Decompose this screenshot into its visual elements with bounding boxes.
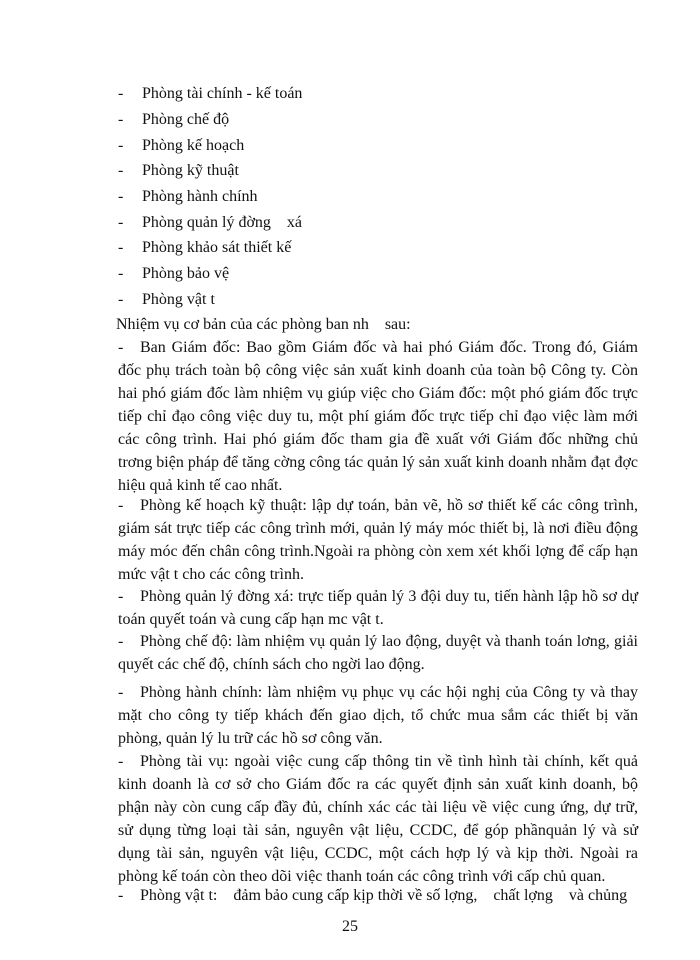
bullet-dash: - (118, 633, 124, 650)
paragraph-quan-ly-duong-xa (118, 585, 638, 631)
bullet-dash: - (118, 887, 124, 904)
paragraph-text: Phòng hành chính: làm nhiệm vụ phục vụ các hội nghị của Công ty và thay mặt cho công ty tiếp khách đến giao dịch, tổ chức mua sắm các thiết bị văn phòng, quản lý lu trữ các hồ sơ công văn. (118, 684, 638, 747)
paragraph-che-do (118, 630, 638, 676)
bullet-dash: - (118, 111, 124, 128)
paragraph-text: Ban Giám đốc: Bao gồm Giám đốc và hai phó Giám đốc. Trong đó, Giám đốc phụ trách toàn bộ công việc sản xuất kinh doanh của toàn bộ Công ty. Còn hai phó giám đốc làm nhiệm vụ giúp việc cho Giám đốc: một phó giám đốc trực tiếp chỉ đạo công việc duy tu, một phí giám đốc trực tiếp chỉ đạo việc làm mới các công trình. Hai phó giám đốc tham gia đề xuất với Giám đốc những chủ trơng biện pháp để tăng cờng công tác quản lý sản xuất kinh doanh nhằm đạt đợc hiệu quả kinh tế cao nhất. (118, 339, 638, 494)
page-number: 25 (342, 918, 358, 935)
bullet-dash: - (118, 265, 124, 282)
department-item (118, 264, 229, 284)
department-label: Phòng hành chính (142, 188, 258, 205)
department-item (118, 238, 291, 258)
department-label: Phòng quản lý đờng xá (142, 214, 303, 231)
bullet-dash: - (118, 684, 124, 701)
paragraph-vat-tu (118, 884, 638, 907)
paragraph-tai-vu (118, 750, 638, 888)
department-label: Phòng khảo sát thiết kế (142, 239, 292, 256)
department-item (118, 84, 302, 104)
department-item (118, 136, 244, 156)
bullet-dash: - (118, 291, 124, 308)
bullet-dash: - (118, 85, 124, 102)
paragraph-ban-giam-doc (118, 336, 638, 497)
department-label: Phòng chế độ (142, 111, 230, 128)
bullet-dash: - (118, 137, 124, 154)
bullet-dash: - (118, 162, 124, 179)
bullet-dash: - (118, 588, 124, 605)
department-item (118, 290, 215, 310)
paragraph-text: Phòng chế độ: làm nhiệm vụ quản lý lao động, duyệt và thanh toán lơng, giải quyết các chế độ, chính sách cho ngời lao động. (118, 633, 638, 673)
paragraph-text: Phòng quản lý đờng xá: trực tiếp quản lý 3 đội duy tu, tiến hành lập hồ sơ dự toán quyết toán và cung cấp hạn mc vật t. (118, 588, 638, 628)
paragraph-text: Phòng kế hoạch kỹ thuật: lập dự toán, bản vẽ, hồ sơ thiết kế các công trình, giám sát trực tiếp các công trình mới, quản lý máy móc thiết bị, là nơi điều động máy móc đến chân công trình.Ngoài ra phòng còn xem xét khối lợng để cấp hạn mức vật t cho các công trình. (118, 497, 638, 583)
department-item (118, 161, 239, 181)
department-label: Phòng tài chính - kế toán (142, 85, 303, 102)
department-label: Phòng kỹ thuật (142, 162, 239, 179)
bullet-dash: - (118, 753, 124, 770)
paragraph-text: Phòng tài vụ: ngoài việc cung cấp thông tin về tình hình tài chính, kết quả kinh doanh là cơ sở cho Giám đốc ra các quyết định sản xuất kinh doanh, bộ phận này còn cung cấp đầy đủ, chính xác các tài liệu về việc cung ứng, dự trữ, sử dụng từng loại tài sản, nguyên vật liệu, CCDC, để góp phầnquản lý và sử dụng tài sản, nguyên vật liệu, CCDC, một cách hợp lý và kịp thời. Ngoài ra phòng kế toán còn theo dõi việc thanh toán các công trình với cấp chủ quan. (118, 753, 638, 885)
department-label: Phòng vật t (142, 291, 215, 308)
bullet-dash: - (118, 339, 124, 356)
paragraph-text: Phòng vật t: đảm bảo cung cấp kịp thời về số lợng, chất lợng và chủng (140, 887, 628, 904)
department-item (118, 187, 258, 207)
paragraph-ke-hoach-ky-thuat (118, 494, 638, 586)
department-item (118, 110, 229, 130)
paragraph-hanh-chinh (118, 681, 638, 750)
bullet-dash: - (118, 214, 124, 231)
bullet-dash: - (118, 497, 124, 514)
bullet-dash: - (118, 239, 124, 256)
department-item (118, 213, 302, 233)
department-label: Phòng kế hoạch (142, 137, 245, 154)
intro-text: Nhiệm vụ cơ bản của các phòng ban nh sau: (116, 316, 411, 333)
bullet-dash: - (118, 188, 124, 205)
department-label: Phòng bảo vệ (142, 265, 230, 282)
